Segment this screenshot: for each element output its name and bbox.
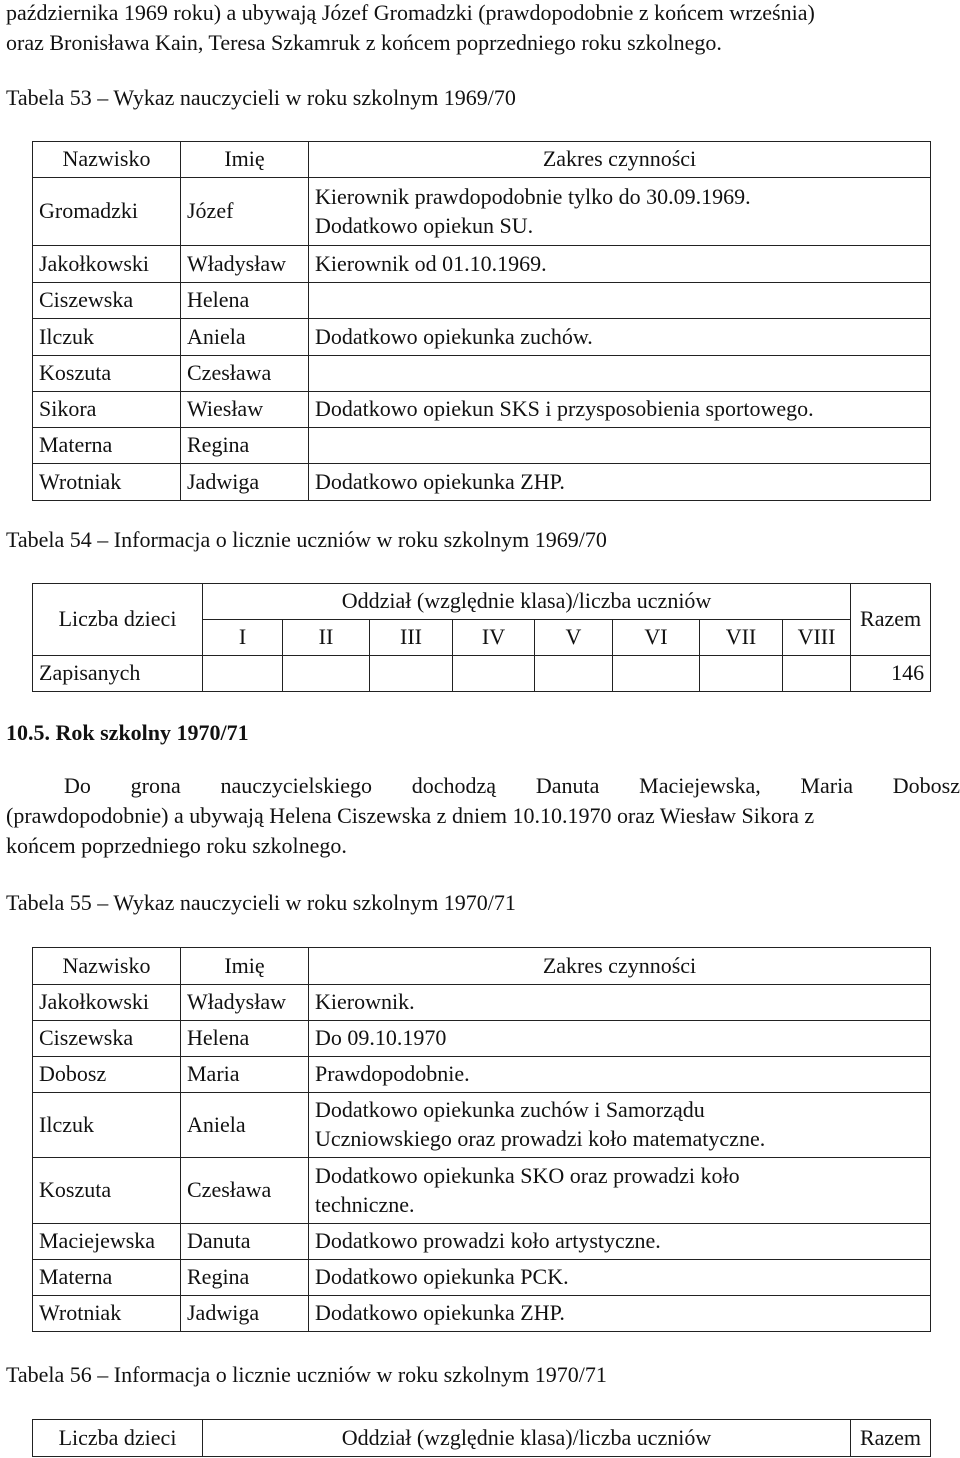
cell-empty <box>613 656 700 692</box>
cell-empty <box>783 656 851 692</box>
section-para-line-3: końcem poprzedniego roku szkolnego. <box>6 833 347 858</box>
cell-surname: Koszuta <box>33 356 181 392</box>
header-surname: Nazwisko <box>33 142 181 178</box>
table-row <box>33 246 931 283</box>
intro-line-2: oraz Bronisława Kain, Teresa Szkamruk z końcem poprzedniego roku szkolnego. <box>6 30 722 55</box>
table-row <box>33 356 931 392</box>
class-header: III <box>370 620 453 656</box>
cell-duty: Dodatkowo opiekunka zuchów. <box>309 319 931 356</box>
cell-duty: Dodatkowo prowadzi koło artystyczne. <box>309 1224 931 1260</box>
table-56 <box>32 1419 931 1457</box>
cell-surname: Materna <box>33 1260 181 1296</box>
table-row <box>33 1158 931 1224</box>
table-54-caption: Tabela 54 – Informacja o licznie uczniów w roku szkolnym 1969/70 <box>6 527 607 552</box>
table-row <box>33 656 931 692</box>
cell-duty: Kierownik. <box>309 985 931 1021</box>
cell-duty <box>309 178 931 246</box>
class-header: VI <box>613 620 700 656</box>
class-header: V <box>535 620 613 656</box>
cell-surname: Ciszewska <box>33 1021 181 1057</box>
cell-empty <box>535 656 613 692</box>
section-para-line-2: (prawdopodobnie) a ubywają Helena Ciszewska z dniem 10.10.1970 oraz Wiesław Sikora z <box>6 803 815 828</box>
cell-name: Czesława <box>181 1158 309 1224</box>
cell-surname: Koszuta <box>33 1158 181 1224</box>
header-name: Imię <box>181 948 309 985</box>
header-children-count: Liczba dzieci <box>33 1420 203 1457</box>
cell-name: Aniela <box>181 319 309 356</box>
duty-line-1: Dodatkowo opiekunka zuchów i Samorządu <box>315 1097 705 1123</box>
class-header: VII <box>700 620 783 656</box>
header-duties: Zakres czynności <box>309 142 931 178</box>
cell-name: Helena <box>181 283 309 319</box>
table-row <box>33 178 931 246</box>
cell-duty: Prawdopodobnie. <box>309 1057 931 1093</box>
table-55-caption: Tabela 55 – Wykaz nauczycieli w roku szkolnym 1970/71 <box>6 890 516 915</box>
cell-duty: Dodatkowo opiekunka ZHP. <box>309 464 931 501</box>
table-53-caption: Tabela 53 – Wykaz nauczycieli w roku szkolnym 1969/70 <box>6 85 516 110</box>
cell-surname: Wrotniak <box>33 464 181 501</box>
cell-duty <box>309 1158 931 1224</box>
header-name: Imię <box>181 142 309 178</box>
cell-surname: Ciszewska <box>33 283 181 319</box>
table-53 <box>32 141 931 501</box>
section-para-line-1: Do grona nauczycielskiego dochodzą Danuta Maciejewska, Maria Dobosz <box>64 773 960 798</box>
header-surname: Nazwisko <box>33 948 181 985</box>
cell-name: Jadwiga <box>181 464 309 501</box>
cell-duty <box>309 283 931 319</box>
cell-surname: Ilczuk <box>33 1093 181 1158</box>
cell-surname: Jakołkowski <box>33 246 181 283</box>
duty-line-2: Uczniowskiego oraz prowadzi koło matematyczne. <box>315 1126 766 1151</box>
duty-line-1: Dodatkowo opiekunka SKO oraz prowadzi koło <box>315 1162 740 1188</box>
table-54 <box>32 583 931 692</box>
cell-empty <box>203 656 283 692</box>
cell-name: Regina <box>181 1260 309 1296</box>
cell-duty: Do 09.10.1970 <box>309 1021 931 1057</box>
header-total: Razem <box>851 584 931 656</box>
cell-duty <box>309 428 931 464</box>
cell-name: Czesława <box>181 356 309 392</box>
row-total: 146 <box>851 656 931 692</box>
cell-duty: Dodatkowo opiekun SKS i przysposobienia sportowego. <box>309 392 931 428</box>
class-header: VIII <box>783 620 851 656</box>
cell-surname: Dobosz <box>33 1057 181 1093</box>
cell-surname: Ilczuk <box>33 319 181 356</box>
intro-line-1: października 1969 roku) a ubywają Józef Gromadzki (prawdopodobnie z końcem września) <box>6 0 815 25</box>
table-55 <box>32 947 931 1332</box>
cell-duty: Kierownik od 01.10.1969. <box>309 246 931 283</box>
cell-name: Helena <box>181 1021 309 1057</box>
header-division: Oddział (względnie klasa)/liczba uczniów <box>203 584 851 620</box>
table-row <box>33 1021 931 1057</box>
cell-name: Władysław <box>181 246 309 283</box>
table-row <box>33 464 931 501</box>
cell-name: Maria <box>181 1057 309 1093</box>
header-total: Razem <box>851 1420 931 1457</box>
cell-name: Aniela <box>181 1093 309 1158</box>
table-row <box>33 392 931 428</box>
cell-surname: Sikora <box>33 392 181 428</box>
header-duties: Zakres czynności <box>309 948 931 985</box>
cell-duty <box>309 356 931 392</box>
cell-name: Danuta <box>181 1224 309 1260</box>
cell-name: Józef <box>181 178 309 246</box>
header-children-count: Liczba dzieci <box>33 584 203 656</box>
table-row <box>33 428 931 464</box>
cell-duty: Dodatkowo opiekunka PCK. <box>309 1260 931 1296</box>
cell-surname: Materna <box>33 428 181 464</box>
duty-line-2: techniczne. <box>315 1191 415 1217</box>
cell-empty <box>283 656 370 692</box>
row-label-enrolled: Zapisanych <box>33 656 203 692</box>
class-header: IV <box>453 620 535 656</box>
table-row <box>33 319 931 356</box>
section-heading: 10.5. Rok szkolny 1970/71 <box>6 720 249 745</box>
cell-surname: Wrotniak <box>33 1296 181 1332</box>
duty-line-1: Kierownik prawdopodobnie tylko do 30.09.1969. <box>315 183 751 209</box>
cell-empty <box>700 656 783 692</box>
cell-name: Wiesław <box>181 392 309 428</box>
table-row <box>33 283 931 319</box>
table-row <box>33 1260 931 1296</box>
table-row <box>33 985 931 1021</box>
cell-duty: Dodatkowo opiekunka ZHP. <box>309 1296 931 1332</box>
cell-name: Jadwiga <box>181 1296 309 1332</box>
cell-empty <box>370 656 453 692</box>
table-56-caption: Tabela 56 – Informacja o licznie uczniów w roku szkolnym 1970/71 <box>6 1362 607 1387</box>
class-header: II <box>283 620 370 656</box>
cell-empty <box>453 656 535 692</box>
cell-surname: Gromadzki <box>33 178 181 246</box>
duty-line-2: Dodatkowo opiekun SU. <box>315 212 534 238</box>
table-row <box>33 1093 931 1158</box>
header-division: Oddział (względnie klasa)/liczba uczniów <box>203 1420 851 1457</box>
cell-surname: Jakołkowski <box>33 985 181 1021</box>
table-row <box>33 1224 931 1260</box>
cell-name: Regina <box>181 428 309 464</box>
cell-duty <box>309 1093 931 1158</box>
cell-surname: Maciejewska <box>33 1224 181 1260</box>
table-row <box>33 1296 931 1332</box>
class-header: I <box>203 620 283 656</box>
cell-name: Władysław <box>181 985 309 1021</box>
table-row <box>33 1057 931 1093</box>
